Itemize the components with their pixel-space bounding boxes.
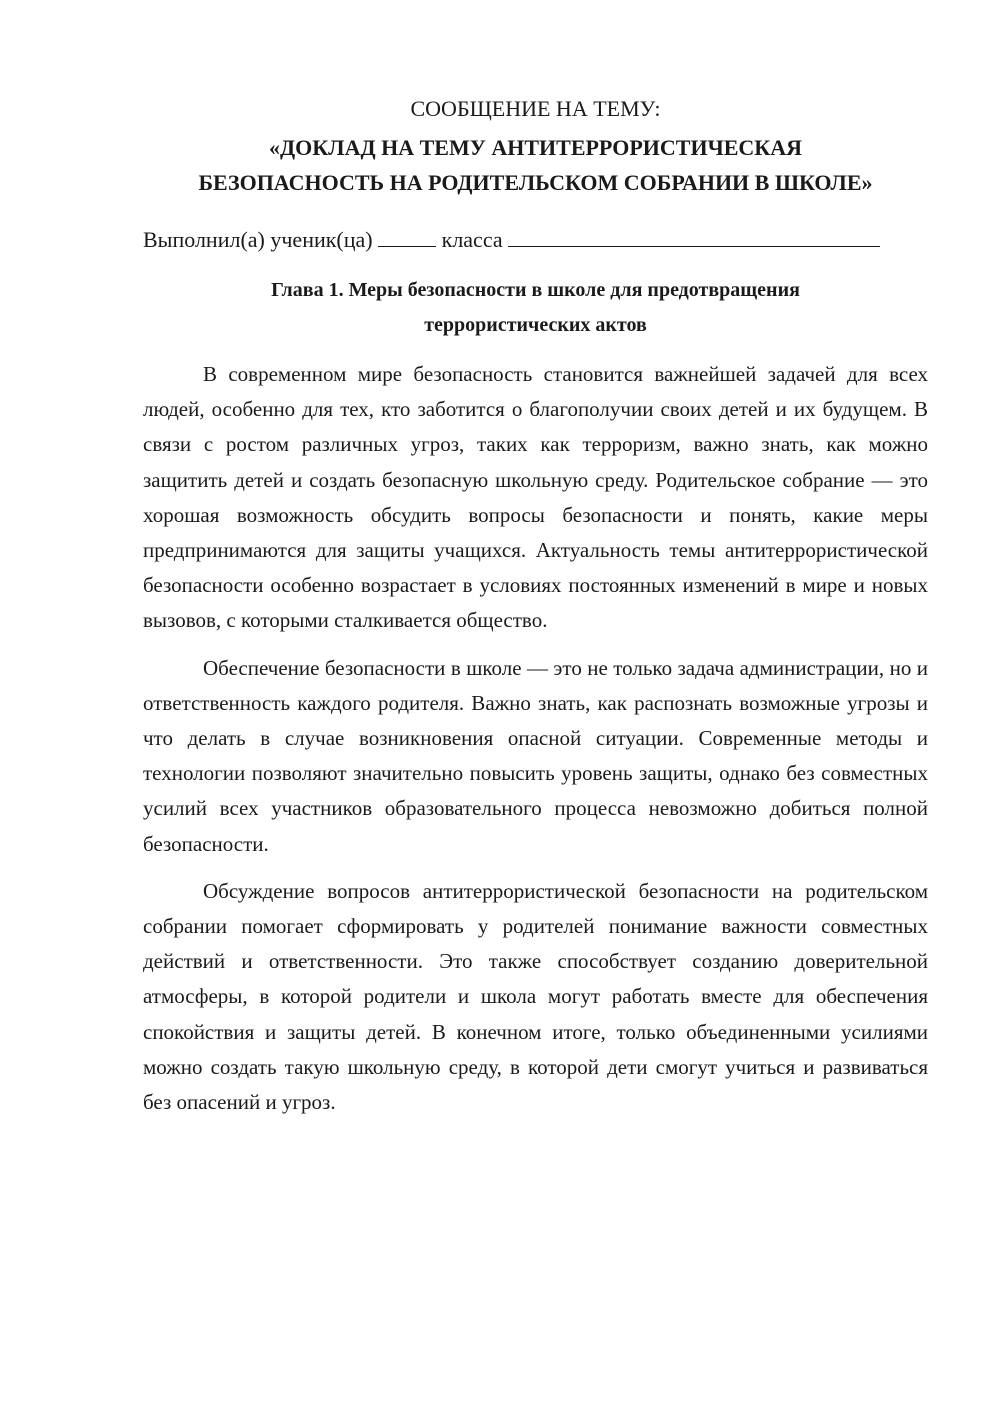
- document-title-line-2: БЕЗОПАСНОСТЬ НА РОДИТЕЛЬСКОМ СОБРАНИИ В ШКОЛЕ»: [198, 170, 873, 195]
- paragraph-1: В современном мире безопасность становится важнейшей задачей для всех людей, особенно для тех, кто заботится о благополучии своих детей и их будущем. В связи с ростом различных угроз, таких как терроризм, важно знать, как можно защитить детей и создать безопасную школьную среду. Родительское собрание — это хорошая возможность обсудить вопросы безопасности и понять, какие меры предпринимаются для защиты учащихся. Актуальность темы антитеррористической безопасности особенно возрастает в условиях постоянных изменений в мире и новых вызовов, с которыми сталкивается общество.: [143, 362, 928, 633]
- class-number-blank: [378, 224, 436, 247]
- paragraph-2: Обеспечение безопасности в школе — это не только задача администрации, но и ответственность каждого родителя. Важно знать, как распознать возможные угрозы и что делать в случае возникновения опасной ситуации. Современные методы и технологии позволяют значительно повысить уровень защиты, однако без совместных усилий всех участников образовательного процесса невозможно добиться полной безопасности.: [143, 655, 928, 856]
- document-content: [143, 92, 928, 1120]
- performed-by-label: Выполнил(а) ученик(ца): [143, 227, 373, 252]
- document-title: [143, 130, 928, 200]
- class-label: класса: [441, 227, 503, 252]
- document-title-line-1: «ДОКЛАД НА ТЕМУ АНТИТЕРРОРИСТИЧЕСКАЯ: [268, 135, 803, 160]
- author-line: [143, 224, 928, 255]
- subject-line: СООБЩЕНИЕ НА ТЕМУ:: [410, 96, 661, 121]
- chapter-title-line-1: Глава 1. Меры безопасности в школе для предотвращения: [271, 279, 800, 301]
- paragraph-3: Обсуждение вопросов антитеррористической безопасности на родительском собрании помогает сформировать у родителей понимание важности совместных действий и ответственности. Это также способствует созданию доверительной атмосферы, в которой родители и школа могут работать вместе для обеспечения спокойствия и защиты детей. В конечном итоге, только объединенными усилиями можно создать такую школьную среду, в которой дети смогут учиться и развиваться без опасений и угроз.: [143, 878, 928, 1115]
- student-name-blank: [508, 224, 880, 247]
- chapter-title: [143, 273, 928, 343]
- chapter-title-line-2: террористических актов: [424, 314, 647, 336]
